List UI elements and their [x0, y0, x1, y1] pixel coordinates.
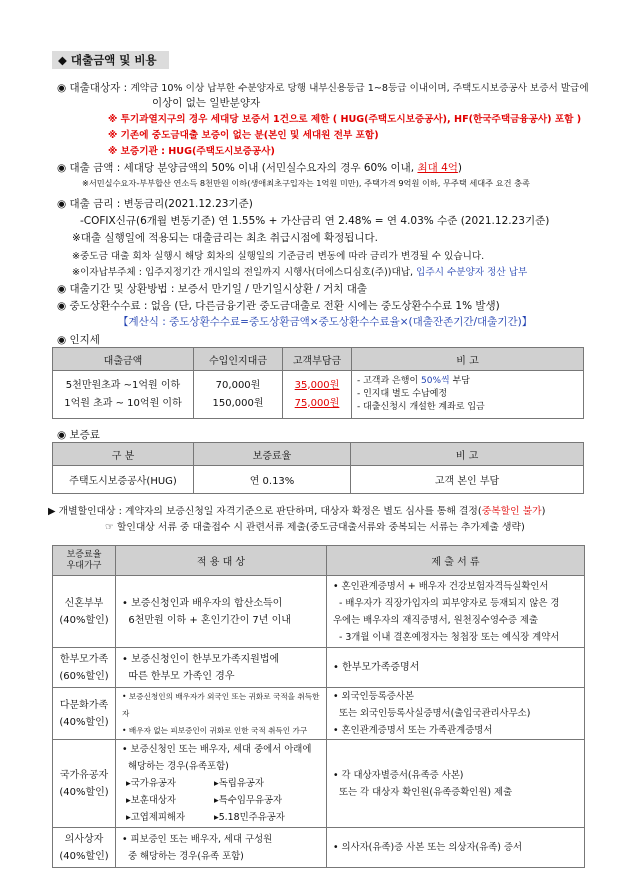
discount-row-single-docs: [327, 648, 585, 688]
righteous-doc-1: • 의사자(유족)증 사본 또는 의상자(유족) 증서: [333, 842, 523, 853]
stamp-table: [52, 347, 584, 419]
righteous-target-1: • 피보증인 또는 배우자, 세대 구성원: [122, 833, 273, 845]
single-name: 한부모가족: [59, 653, 109, 665]
stamp-header-remark: 비 고: [352, 348, 584, 371]
veteran-rate: (40%할인): [59, 786, 109, 798]
discount-sub: ☞ 할인대상 서류 중 대출접수 시 관련서류 제출(중도금대출서류와 중복되는 서류는 추가제출 생략): [105, 522, 525, 533]
prepay-calc: 【계산식 : 중도상환수수료=중도상환금액×중도상환수수료율×(대출잔존기간/대출기간)】: [118, 316, 533, 328]
amount-max: 최대 4억: [417, 162, 458, 174]
target-line-1: [57, 80, 589, 95]
section-title: ◆ 대출금액 및 비용: [52, 51, 169, 69]
rate-note-2: ※중도금 대출 회차 실행시 해당 회차의 실행일의 기준금리 변동에 따라 금리가 변경될 수 있습니다.: [72, 251, 485, 262]
stamp-fee-2: 150,000원: [212, 397, 264, 409]
newlywed-doc-4: - 3개월 이내 결혼예정자는 청첩장 또는 예식장 계약서: [333, 631, 560, 643]
single-doc-1: • 한부모가족증명서: [333, 662, 420, 673]
stamp-amount-cell: [53, 371, 194, 419]
guarantee-table: [52, 442, 584, 494]
guarantee-remark: 고객 본인 부담: [351, 466, 584, 494]
veteran-target-2: 해당하는 경우(유족포함): [122, 761, 229, 772]
bullet-icon: ◉: [57, 162, 67, 174]
stamp-amount-1: 5천만원초과 ~1억원 이하: [65, 379, 181, 391]
discount-row-newlywed-target: [116, 576, 327, 648]
discount-row-multicultural-docs: [327, 688, 585, 740]
discount-row-righteous-target: [116, 828, 327, 868]
prepay-text: 중도상환수수료 : 없음 (단, 다른금융기관 중도금대출로 전환 시에는 중도상환수수료 1% 발생): [69, 300, 500, 312]
discount-table: [52, 545, 585, 868]
stamp-header-customer: 고객부담금: [283, 348, 352, 371]
veteran-grid-1b: ▸독립유공자: [214, 778, 264, 789]
arrow-icon: ▶: [48, 506, 56, 517]
newlywed-target-2: 6천만원 이하 + 혼인기간이 7년 이내: [122, 614, 291, 626]
guarantee-header-type: 구 분: [53, 443, 194, 466]
veteran-name: 국가유공자: [59, 769, 109, 781]
veteran-grid-row-2: [122, 792, 326, 809]
bullet-icon: ◉: [57, 300, 67, 312]
period-line: [57, 281, 367, 296]
stamp-remark-3: - 대출신청시 개설한 계좌로 입금: [357, 402, 485, 412]
discount-text: 개별할인대상 : 계약자의 보증신청일 자격기준으로 판단하며, 대상자 확정은 별도 심사를 통해 결정(: [58, 506, 482, 517]
stamp-customer-1: 35,000원: [294, 379, 340, 391]
period-text: 대출기간 및 상환방법 : 보증서 만기일 / 만기일시상환 / 거치 대출: [69, 283, 368, 295]
single-rate: (60%할인): [59, 670, 109, 682]
stamp-fee-1: 70,000원: [215, 379, 261, 391]
rate-text: 대출 금리 : 변동금리(2021.12.23기준): [69, 198, 253, 210]
discount-row-multicultural-type: [53, 688, 116, 740]
target-line-2: 이상이 없는 일반분양자: [152, 97, 261, 109]
bullet-icon: ◉: [57, 198, 67, 210]
stamp-title-line: [57, 332, 100, 347]
amount-note: ※서민실수요자-부부합산 연소득 8천만원 이하(생애최초구입자는 1억원 미만), 주택가격 9억원 이하, 무주택 세대주 요건 충족: [82, 178, 530, 188]
multi-rate: (40%할인): [59, 716, 109, 728]
amount-close: ): [457, 162, 463, 174]
multi-doc-1: • 외국인등록증사본: [333, 691, 414, 702]
discount-close: ): [541, 506, 546, 517]
rate-note-3a: ※이자납부주체 : 입주지정기간 개시일의 전일까지 시행사(더에스디심호(주))대납,: [72, 267, 417, 278]
discount-header-target: 적 용 대 상: [116, 546, 327, 576]
discount-row-veteran-target: [116, 740, 327, 828]
discount-row-multicultural-target: [116, 688, 327, 740]
discount-header-type: [53, 546, 116, 576]
rate-note-3: [72, 264, 527, 278]
multi-doc-2: 또는 외국인등록사실증명서(출입국관리사무소): [333, 708, 531, 719]
discount-row-righteous-type: [53, 828, 116, 868]
veteran-doc-1: • 각 대상자별증서(유족증 사본): [333, 769, 464, 781]
stamp-header-fee: 수입인지대금: [194, 348, 283, 371]
discount-row-newlywed-type: [53, 576, 116, 648]
discount-row-single-target: [116, 648, 327, 688]
discount-row-single-type: [53, 648, 116, 688]
discount-highlight: 중복할인 불가: [481, 506, 542, 517]
stamp-header-amount: 대출금액: [53, 348, 194, 371]
stamp-fee-cell: [194, 371, 283, 419]
discount-row-veteran-type: [53, 740, 116, 828]
veteran-grid-1a: ▸국가유공자: [126, 778, 176, 789]
bullet-icon: ◉: [57, 283, 67, 295]
discount-row-veteran-docs: [327, 740, 585, 828]
stamp-customer-cell: [283, 371, 352, 419]
multi-name: 다문화가족: [59, 699, 109, 711]
target-note-1: ※ 투기과열지구의 경우 세대당 보증서 1건으로 제한 ( HUG(주택도시보증공사), HF(한국주택금융공사) 포함 ): [108, 114, 582, 125]
discount-line: [48, 503, 545, 517]
veteran-grid-3b: ▸5.18민주유공자: [214, 812, 285, 823]
multi-doc-3: • 혼인관계증명서 또는 가족관계증명서: [333, 725, 493, 736]
target-label: 대출대상자 :: [69, 82, 128, 94]
bullet-icon: ◉: [57, 429, 67, 441]
guarantee-name: 주택도시보증공사(HUG): [53, 466, 194, 494]
discount-header-docs: 제 출 서 류: [327, 546, 585, 576]
stamp-amount-2: 1억원 초과 ~ 10억원 이하: [64, 397, 182, 409]
righteous-name: 의사상자: [64, 833, 104, 845]
veteran-grid-2a: ▸보훈대상자: [126, 795, 176, 806]
righteous-rate: (40%할인): [59, 850, 109, 862]
newlywed-doc-1: • 혼인관계증명서 + 배우자 건강보험자격득실확인서: [333, 580, 549, 592]
prepay-line: [57, 298, 500, 313]
veteran-grid-row-1: [122, 775, 326, 792]
discount-row-righteous-docs: [327, 828, 585, 868]
guarantee-header-rate: 보증료율: [194, 443, 351, 466]
target-note-2: ※ 기존에 중도금대출 보증이 없는 분(본인 및 세대원 전부 포함): [108, 130, 379, 141]
target-note-3: ※ 보증기관 : HUG(주택도시보증공사): [108, 146, 275, 157]
single-target-2: 따른 한부모 가족인 경우: [122, 670, 235, 682]
veteran-grid-3a: ▸고엽제피해자: [126, 812, 186, 823]
guarantee-header-remark: 비 고: [351, 443, 584, 466]
stamp-remark-1: [357, 375, 583, 388]
veteran-doc-2: 또는 각 대상자 확인원(유족증확인원) 제출: [333, 786, 513, 798]
amount-text: 대출 금액 : 세대당 분양금액의 50% 이내 (서민실수요자의 경우 60% 이내,: [69, 162, 418, 174]
guarantee-rate: 연 0.13%: [194, 466, 351, 494]
guarantee-title-line: [57, 427, 100, 442]
rate-note-1: ※대출 실행일에 적용되는 대출금리는 최초 취급시점에 확정됩니다.: [72, 232, 379, 244]
amount-line: [57, 160, 462, 175]
discount-row-newlywed-docs: [327, 576, 585, 648]
stamp-remark-1a: - 고객과 은행이: [357, 376, 421, 386]
newlywed-rate: (40%할인): [59, 614, 109, 626]
stamp-remark-1b: 50%씩: [421, 376, 450, 386]
veteran-target-1: • 보증신청인 또는 배우자, 세대 중에서 아래에: [122, 744, 312, 755]
stamp-customer-2: 75,000원: [294, 397, 340, 409]
rate-note-3b: 입주시 수분양자 정산 납부: [416, 267, 528, 278]
bullet-icon: ◉: [57, 82, 67, 94]
rate-cofix: -COFIX신규(6개월 변동기준) 연 1.55% + 가산금리 연 2.48% = 연 4.03% 수준 (2021.12.23기준): [80, 215, 550, 227]
multi-target-2: • 배우자 없는 피보증인이 귀화로 인한 국적 취득인 가구: [122, 726, 308, 735]
newlywed-target-1: • 보증신청인과 배우자의 합산소득이: [122, 597, 283, 609]
stamp-title: 인지세: [69, 334, 100, 346]
stamp-remark-2: - 인지대 별도 수납예정: [357, 389, 448, 399]
newlywed-doc-2: - 배우자가 직장가입자의 피부양자로 등재되지 않은 경: [333, 597, 560, 609]
veteran-grid-row-3: [122, 809, 326, 826]
target-text: 계약금 10% 이상 납부한 수분양자로 당행 내부신용등급 1~8등급 이내이며, 주택도시보증공사 보증서 발급에: [130, 83, 589, 94]
veteran-grid-2b: ▸특수임무유공자: [214, 795, 283, 806]
stamp-remark-1c: 부담: [449, 376, 470, 386]
rate-line: [57, 196, 253, 211]
multi-target-1: • 보증신청인의 배우자가 외국인 또는 귀화로 국적을 취득한 자: [122, 692, 320, 718]
discount-header-type-text: 보증료율 우대가구: [66, 549, 102, 571]
newlywed-name: 신혼부부: [64, 597, 104, 609]
single-target-1: • 보증신청인이 한부모가족지원법에: [122, 653, 280, 665]
righteous-target-2: 중 해당하는 경우(유족 포함): [122, 850, 244, 862]
newlywed-doc-3: 우에는 배우자의 재직증명서, 원천징수영수증 제출: [333, 614, 539, 626]
bullet-icon: ◉: [57, 334, 67, 346]
stamp-remark-cell: [352, 371, 584, 419]
guarantee-title: 보증료: [69, 429, 100, 441]
